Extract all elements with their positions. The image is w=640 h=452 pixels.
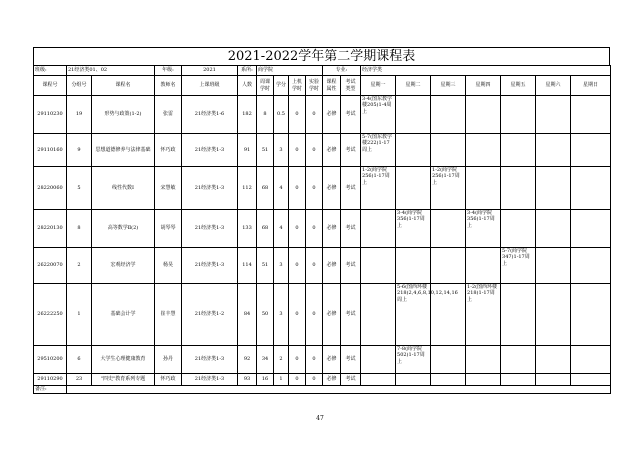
student-count: 84 [238,284,257,346]
friday-slot [501,210,536,248]
course-name: 形势与政策(1-2) [92,96,155,134]
sunday-slot [571,248,611,284]
student-count: 92 [238,346,257,374]
saturday-slot [536,346,571,374]
lab-hours: 0 [306,210,323,248]
tuesday-slot [396,248,431,284]
tuesday-slot [396,167,431,210]
thursday-slot: 1-2(图西环楼218)1-17周上 [466,284,501,346]
column-header: 人数 [238,76,257,96]
thursday-slot [466,134,501,167]
monday-slot [361,374,396,386]
class-name: 21经济类1-3 [182,248,238,284]
weekly-hours: 51 [257,248,274,284]
thursday-slot [466,346,501,374]
computer-hours: 0 [289,96,306,134]
course-attribute: 必修 [323,346,341,374]
computer-hours: 0 [289,248,306,284]
group-number: 8 [67,210,92,248]
course-code: 26220070 [34,248,67,284]
remark-row [34,386,611,394]
remark-label: 备注: [34,386,67,394]
monday-slot [361,346,396,374]
saturday-slot [536,96,571,134]
credits: 3 [274,134,289,167]
student-count: 112 [238,167,257,210]
tuesday-slot: 5-6(图西环楼218)2,4,6,8,10,12,14,16周上 [396,284,431,346]
course-attribute: 必修 [323,284,341,346]
teacher-name: 胡琴琴 [155,210,182,248]
course-name: "四史"教育系列专题 [92,374,155,386]
computer-hours: 0 [289,167,306,210]
friday-slot [501,96,536,134]
exam-type: 考试 [341,248,361,284]
monday-slot [361,248,396,284]
course-code: 29510200 [34,346,67,374]
credits: 2 [274,346,289,374]
column-header: 星期日 [571,76,611,96]
computer-hours: 0 [289,134,306,167]
friday-slot [501,284,536,346]
class-name: 21经济类1-3 [182,210,238,248]
column-header: 分组号 [67,76,92,96]
class-name: 21经济类1-3 [182,167,238,210]
course-code: 28220060 [34,167,67,210]
class-value: 21经济类01、02 [67,66,155,76]
monday-slot [361,284,396,346]
group-number: 9 [67,134,92,167]
lab-hours: 0 [306,374,323,386]
computer-hours: 0 [289,374,306,386]
group-number: 23 [67,374,92,386]
column-header: 课程 属性 [323,76,341,96]
column-header: 考试 类型 [341,76,361,96]
computer-hours: 0 [289,210,306,248]
sunday-slot [571,134,611,167]
course-rows [34,96,611,386]
sunday-slot [571,167,611,210]
course-name: 线性代数Ⅰ [92,167,155,210]
class-name: 21经济类1-6 [182,96,238,134]
tuesday-slot [396,96,431,134]
thursday-slot [466,374,501,386]
course-name: 高等数学Ⅱ(2) [92,210,155,248]
column-header: 上机 学时 [289,76,306,96]
weekly-hours: 50 [257,284,274,346]
teacher-name: 怀巧政 [155,134,182,167]
column-header: 上课班级 [182,76,238,96]
saturday-slot [536,167,571,210]
thursday-slot [466,96,501,134]
column-header: 学分 [274,76,289,96]
sunday-slot [571,96,611,134]
teacher-name: 怀巧政 [155,374,182,386]
weekly-hours: 16 [257,374,274,386]
column-header: 星期六 [536,76,571,96]
weekly-hours: 68 [257,210,274,248]
lab-hours: 0 [306,248,323,284]
weekly-hours: 8 [257,96,274,134]
table-row [34,374,611,386]
computer-hours: 0 [289,284,306,346]
group-number: 19 [67,96,92,134]
student-count: 93 [238,374,257,386]
exam-type: 考试 [341,284,361,346]
lab-hours: 0 [306,134,323,167]
course-attribute: 必修 [323,96,341,134]
wednesday-slot: 1-2(商学院256)1-17周上 [431,167,466,210]
table-row [34,96,611,134]
teacher-name: 杨昊 [155,248,182,284]
friday-slot [501,134,536,167]
group-number: 5 [67,167,92,210]
class-name: 21经济类1-3 [182,374,238,386]
monday-slot: 5-7(图东教学楼222)1-17周上 [361,134,396,167]
credits: 3 [274,248,289,284]
computer-hours: 0 [289,346,306,374]
monday-slot: 1-2(商学院256)1-17周上 [361,167,396,210]
course-attribute: 必修 [323,248,341,284]
course-attribute: 必修 [323,167,341,210]
course-attribute: 必修 [323,210,341,248]
dept-value: 商学院 [257,66,323,76]
credits: 4 [274,167,289,210]
credits: 0.5 [274,96,289,134]
class-label: 班级: [34,66,67,76]
column-header: 教师名 [155,76,182,96]
student-count: 114 [238,248,257,284]
lab-hours: 0 [306,284,323,346]
lab-hours: 0 [306,167,323,210]
class-name: 21经济类1-3 [182,134,238,167]
saturday-slot [536,374,571,386]
column-header: 星期三 [431,76,466,96]
group-number: 6 [67,346,92,374]
weekly-hours: 34 [257,346,274,374]
sunday-slot [571,346,611,374]
major-label: 专业: [323,66,361,76]
tuesday-slot: 3-4(商学院356)1-17周上 [396,210,431,248]
wednesday-slot [431,374,466,386]
group-number: 2 [67,248,92,284]
course-attribute: 必修 [323,134,341,167]
weekly-hours: 51 [257,134,274,167]
saturday-slot [536,284,571,346]
column-header: 实验 学时 [306,76,323,96]
course-code: 29110230 [34,96,67,134]
dept-label: 系所: [238,66,257,76]
teacher-name: 崔丰慧 [155,284,182,346]
table-row [34,346,611,374]
weekly-hours: 68 [257,167,274,210]
table-row [34,284,611,346]
exam-type: 考试 [341,210,361,248]
group-number: 1 [67,284,92,346]
tuesday-slot [396,134,431,167]
column-header: 星期五 [501,76,536,96]
saturday-slot [536,210,571,248]
course-code: 29110160 [34,134,67,167]
schedule-table [33,65,611,394]
tuesday-slot [396,374,431,386]
exam-type: 考试 [341,374,361,386]
course-attribute: 必修 [323,374,341,386]
course-code: 29110290 [34,374,67,386]
grade-value: 2021 [182,66,238,76]
credits: 1 [274,374,289,386]
teacher-name: 孙丹 [155,346,182,374]
friday-slot [501,346,536,374]
course-code: 28220130 [34,210,67,248]
saturday-slot [536,248,571,284]
wednesday-slot [431,248,466,284]
student-count: 133 [238,210,257,248]
exam-type: 考试 [341,134,361,167]
credits: 3 [274,284,289,346]
credits: 4 [274,210,289,248]
schedule-sheet [33,47,610,394]
lab-hours: 0 [306,346,323,374]
thursday-slot: 3-4(商学院356)1-17周上 [466,210,501,248]
course-code: 26222250 [34,284,67,346]
course-name: 基础会计学 [92,284,155,346]
monday-slot: 3-4(图东教学楼205)1-4周上 [361,96,396,134]
grade-label: 年级: [155,66,182,76]
course-name: 大学生心理健康教育 [92,346,155,374]
teacher-name: 宋慧敏 [155,167,182,210]
student-count: 91 [238,134,257,167]
wednesday-slot [431,96,466,134]
lab-hours: 0 [306,96,323,134]
info-row [34,66,611,76]
student-count: 182 [238,96,257,134]
friday-slot: 5-7(商学院347)1-17周上 [501,248,536,284]
wednesday-slot [431,346,466,374]
table-row [34,167,611,210]
friday-slot [501,374,536,386]
friday-slot [501,167,536,210]
sunday-slot [571,374,611,386]
course-name: 思想道德修养与法律基础 [92,134,155,167]
tuesday-slot: 7-8(商学院502)1-17周上 [396,346,431,374]
column-header: 星期二 [396,76,431,96]
wednesday-slot [431,210,466,248]
thursday-slot [466,248,501,284]
column-header: 星期四 [466,76,501,96]
monday-slot [361,210,396,248]
column-header: 星期一 [361,76,396,96]
saturday-slot [536,134,571,167]
table-row [34,248,611,284]
thursday-slot [466,167,501,210]
page-number: 47 [316,415,324,422]
sunday-slot [571,210,611,248]
exam-type: 考试 [341,346,361,374]
teacher-name: 张雷 [155,96,182,134]
course-name: 宏观经济学 [92,248,155,284]
remark-value [67,386,611,394]
page-title: 2021-2022学年第二学期课程表 [33,47,610,65]
exam-type: 考试 [341,167,361,210]
sunday-slot [571,284,611,346]
class-name: 21经济类1-3 [182,346,238,374]
column-header: 课程名 [92,76,155,96]
column-header: 周课 学时 [257,76,274,96]
exam-type: 考试 [341,96,361,134]
major-value: 经济学类 [361,66,611,76]
table-row [34,210,611,248]
table-row [34,134,611,167]
column-header: 课程号 [34,76,67,96]
header-row [34,76,611,96]
wednesday-slot [431,134,466,167]
class-name: 21经济类1-2 [182,284,238,346]
